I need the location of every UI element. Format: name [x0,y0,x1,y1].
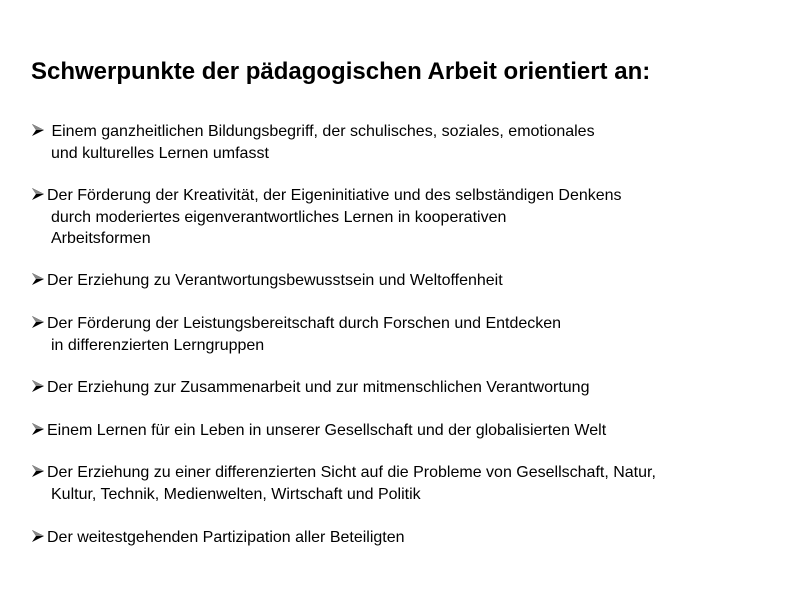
arrowhead-bullet-icon [31,272,45,286]
arrowhead-bullet-icon [31,529,45,543]
arrowhead-bullet-icon [31,123,45,137]
list-item [31,121,595,164]
list-item-text: Der Erziehung zur Zusammenarbeit und zur mitmenschlichen Verantwortung [47,379,590,396]
list-item [31,270,503,292]
list-item [31,527,405,549]
list-item [31,462,656,505]
list-item-text: Der Förderung der Leistungsbereitschaft durch Forschen und Entdecken [47,315,562,332]
arrowhead-bullet-icon [31,187,45,201]
list-item-text: Der Erziehung zu Verantwortungsbewusstsein und Weltoffenheit [47,272,503,289]
list-item-text: Einem ganzheitlichen Bildungsbegriff, der schulisches, soziales, emotionales [47,123,595,140]
list-item [31,377,589,399]
arrowhead-bullet-icon [31,464,45,478]
slide-title: Schwerpunkte der pädagogischen Arbeit orientiert an: [31,58,651,85]
list-item-text: Arbeitsformen [51,230,151,247]
arrowhead-bullet-icon [31,315,45,329]
list-item-text: Der weitestgehenden Partizipation aller Beteiligten [47,529,405,546]
arrowhead-bullet-icon [31,422,45,436]
list-item [31,313,561,356]
list-item-text: und kulturelles Lernen umfasst [51,144,269,162]
list-item-text: Der Erziehung zu einer differenzierten Sicht auf die Probleme von Gesellschaft, Natur, [47,464,656,481]
list-item-text: Einem Lernen für ein Leben in unserer Gesellschaft und der globalisierten Welt [47,422,607,439]
list-item-text: Kultur, Technik, Medienwelten, Wirtschaft und Politik [51,485,421,503]
list-item-text: Der Förderung der Kreativität, der Eigeninitiative und des selbständigen Denkens [47,187,622,204]
arrowhead-bullet-icon [31,379,45,393]
list-item [31,420,606,442]
list-item [31,185,622,250]
list-item-text: in differenzierten Lerngruppen [51,336,265,354]
list-item-text: durch moderiertes eigenverantwortliches Lernen in kooperativen [51,208,507,226]
